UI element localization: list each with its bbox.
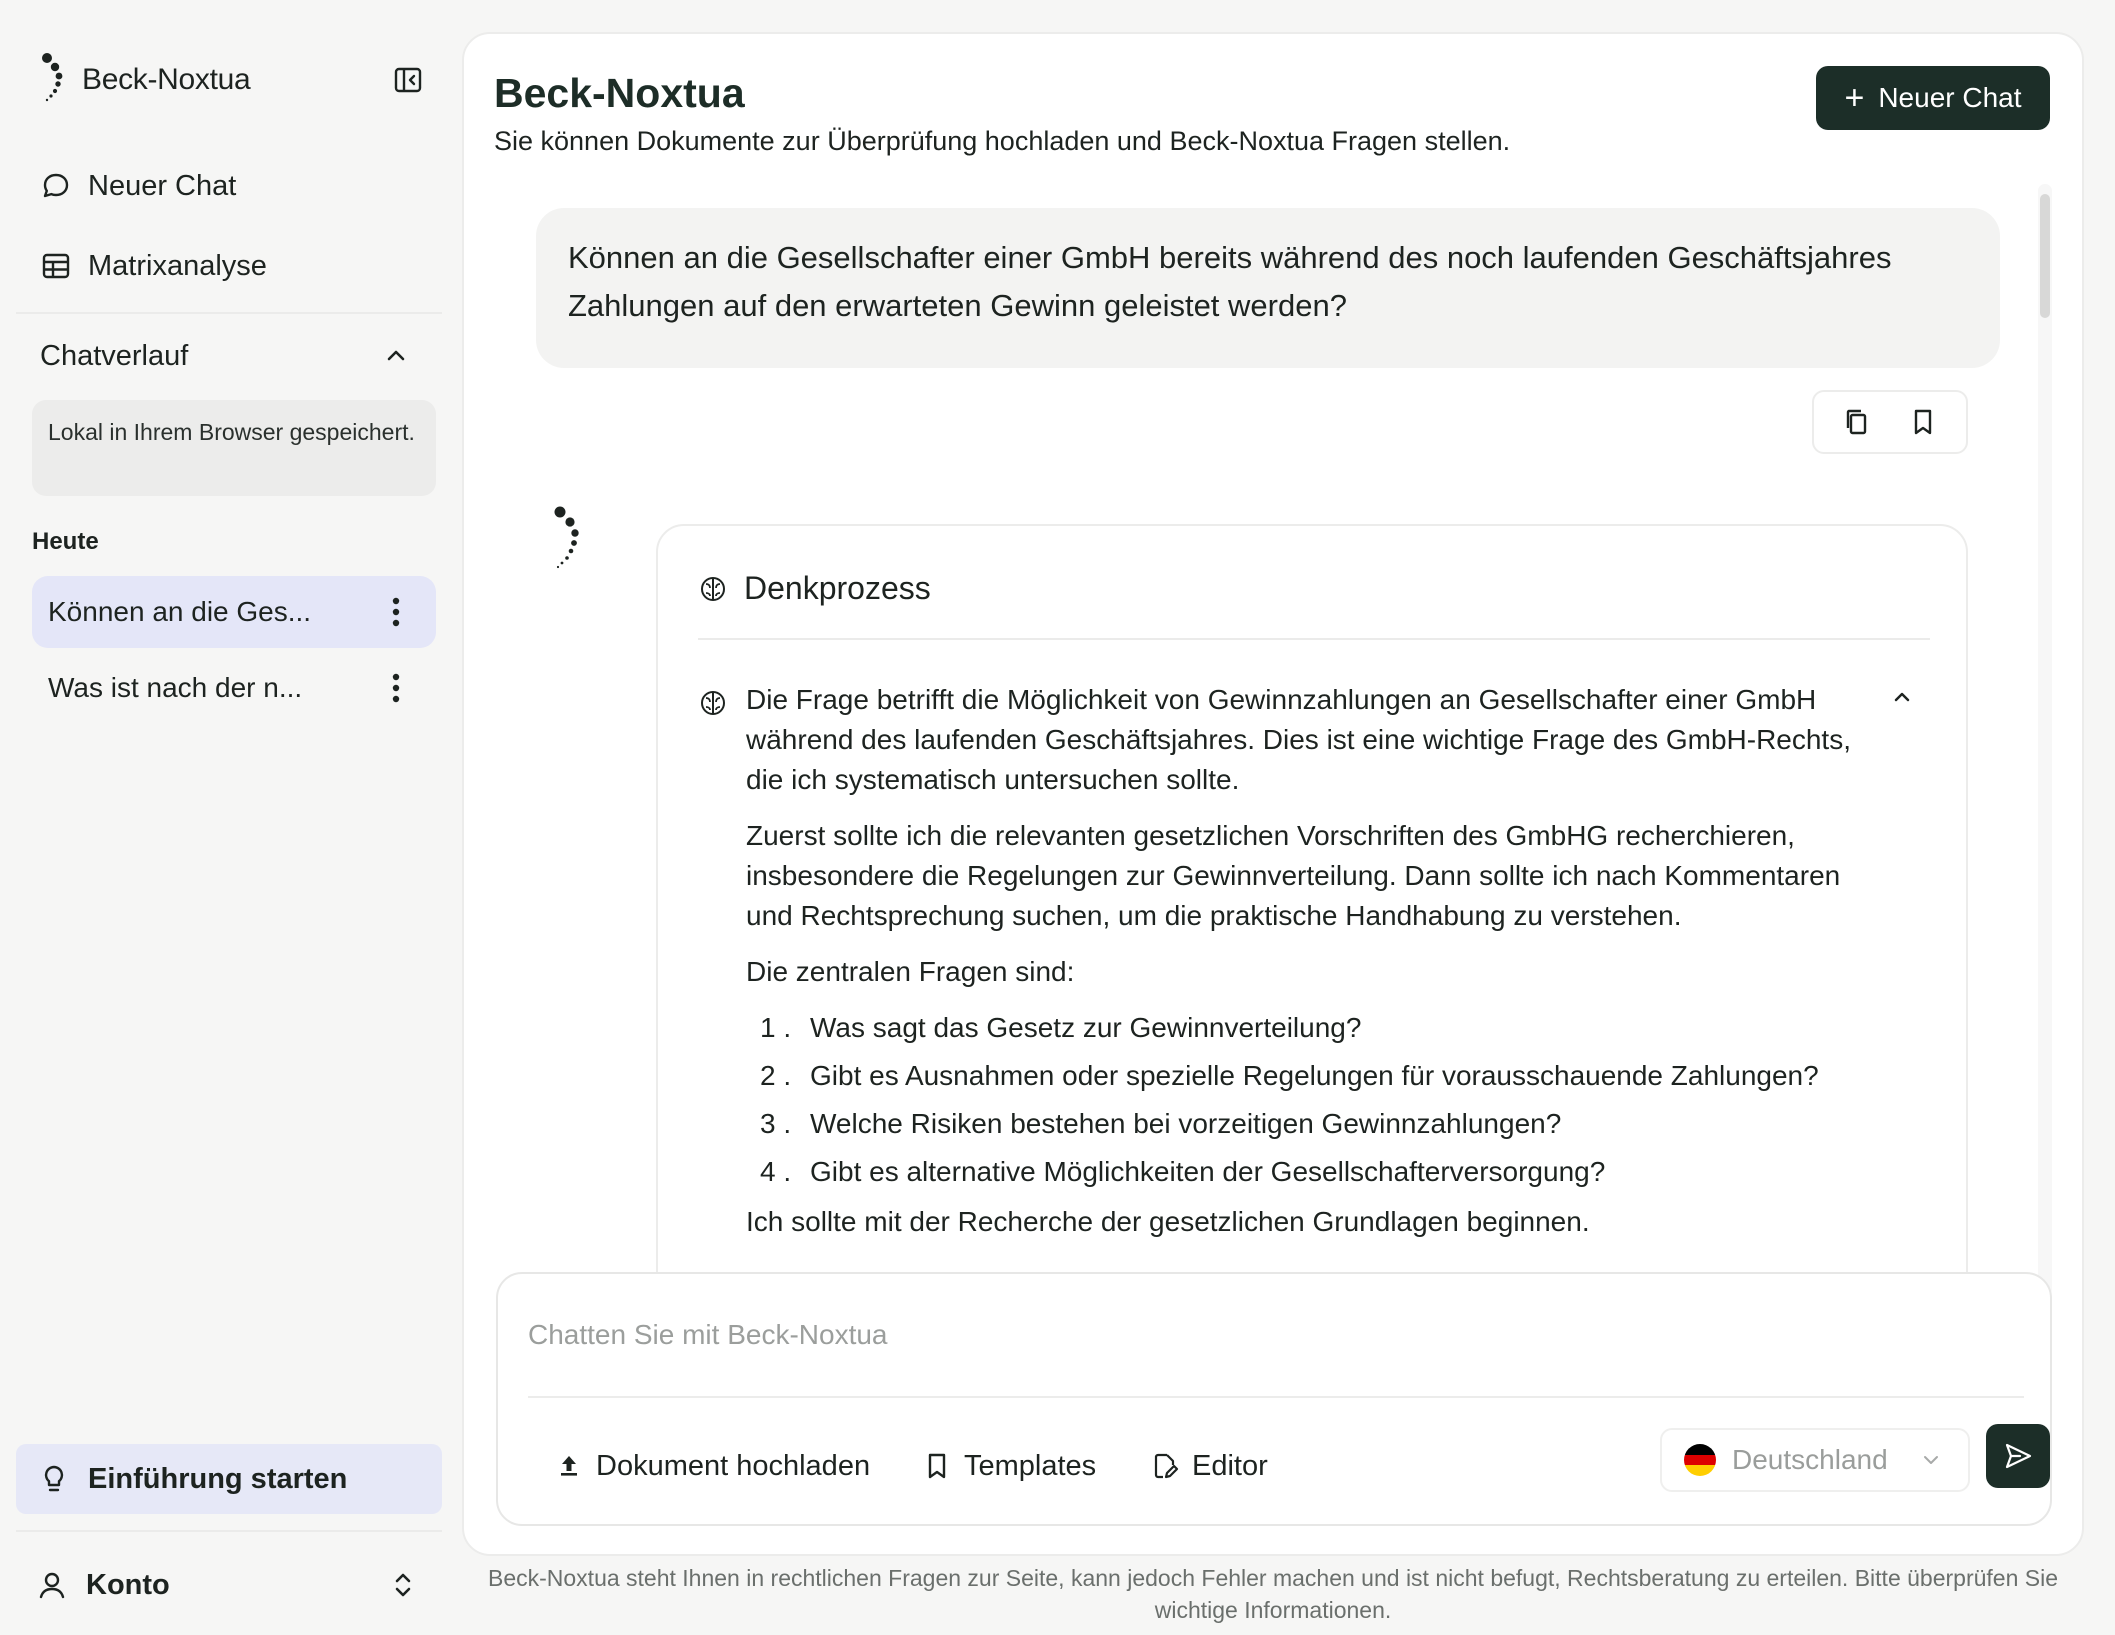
disclaimer-text: Beck-Noxtua steht Ihnen in rechtlichen Fragen zur Seite, kann jedoch Fehler machen und ist nicht befugt, Rechtsberatung zu erteilen. Bitte überprüfen Sie wichtige Informationen. — [487, 1565, 2059, 1623]
upload-document-button[interactable] — [554, 1438, 870, 1494]
conversation — [464, 184, 2086, 1300]
thinking-paragraph: Die Frage betrifft die Möglichkeit von Gewinnzahlungen an Gesellschafter einer GmbH während des laufenden Geschäftsjahres. Dies ist eine wichtige Frage des GmbH-Rechts, die ich systematisch untersuchen sollte. — [746, 684, 1851, 795]
list-number: 4 . — [760, 1156, 792, 1187]
sidebar-item-label: Neuer Chat — [88, 169, 237, 202]
brand-logo[interactable] — [40, 50, 270, 110]
start-intro-button[interactable] — [16, 1444, 442, 1514]
assistant-avatar-icon — [552, 506, 588, 574]
local-storage-note: Lokal in Ihrem Browser gespeichert. — [32, 400, 436, 496]
chat-composer — [496, 1272, 2052, 1526]
editor-label: Editor — [1192, 1449, 1268, 1482]
list-item — [746, 1104, 1886, 1144]
list-item — [746, 1056, 1886, 1096]
send-icon — [2002, 1440, 2034, 1472]
history-item[interactable] — [32, 576, 436, 648]
sidebar-item-new-chat[interactable] — [24, 156, 434, 216]
main-panel — [462, 32, 2084, 1556]
collapse-chevron-up-icon[interactable] — [1888, 684, 1916, 712]
chat-input[interactable] — [528, 1310, 2008, 1360]
thinking-header[interactable] — [698, 570, 931, 607]
chat-history-label: Chatverlauf — [40, 339, 189, 372]
thinking-paragraph: Ich sollte mit der Recherche der gesetzlichen Grundlagen beginnen. — [746, 1206, 1590, 1237]
thinking-text — [746, 680, 1886, 1242]
copy-icon[interactable] — [1841, 406, 1873, 438]
account-label: Konto — [86, 1568, 170, 1601]
more-options-icon[interactable] — [392, 673, 400, 703]
lightbulb-icon — [38, 1463, 70, 1495]
brain-icon — [698, 574, 728, 604]
templates-label: Templates — [964, 1449, 1097, 1482]
list-text: Gibt es alternative Möglichkeiten der Gesellschafterversorgung? — [810, 1156, 1606, 1187]
history-item[interactable] — [32, 652, 436, 724]
bookmark-icon — [922, 1451, 952, 1481]
upload-icon — [554, 1451, 584, 1481]
thinking-question-list — [746, 1008, 1886, 1192]
editor-button[interactable] — [1150, 1438, 1268, 1494]
sidebar-divider — [16, 312, 442, 314]
history-section-today: Heute — [32, 528, 99, 555]
page-subtitle: Sie können Dokumente zur Überprüfung hochladen und Beck-Noxtua Fragen stellen. — [494, 126, 1511, 156]
list-text: Welche Risiken bestehen bei vorzeitigen Gewinnzahlungen? — [810, 1108, 1562, 1139]
templates-button[interactable] — [922, 1438, 1096, 1494]
new-chat-button[interactable] — [1816, 66, 2050, 130]
account-menu[interactable] — [16, 1550, 442, 1620]
new-chat-label: Neuer Chat — [1878, 82, 2022, 113]
jurisdiction-select[interactable] — [1660, 1428, 1970, 1492]
sidebar-divider — [16, 1530, 442, 1532]
user-icon — [36, 1569, 68, 1601]
chevron-down-icon — [1920, 1449, 1942, 1471]
thinking-divider — [698, 638, 1930, 640]
germany-flag-icon — [1684, 1444, 1716, 1476]
brand-name: Beck-Noxtua — [82, 63, 251, 96]
list-text: Gibt es Ausnahmen oder spezielle Regelungen für vorausschauende Zahlungen? — [810, 1060, 1819, 1091]
bookmark-icon[interactable] — [1907, 406, 1939, 438]
plus-icon: + — [1844, 79, 1865, 117]
chevron-up-icon — [382, 342, 410, 370]
sidebar-item-matrixanalyse[interactable] — [24, 236, 434, 296]
collapse-sidebar-button[interactable] — [388, 60, 428, 100]
history-item-label: Was ist nach der n... — [48, 672, 303, 703]
brain-icon — [698, 688, 728, 718]
thinking-body — [698, 680, 1930, 1258]
upload-document-label: Dokument hochladen — [596, 1449, 871, 1482]
start-intro-label: Einführung starten — [88, 1462, 348, 1495]
send-button[interactable] — [1986, 1424, 2050, 1488]
composer-divider — [528, 1396, 2024, 1398]
sidebar — [0, 0, 452, 1635]
history-item-label: Können an die Ges... — [48, 596, 312, 627]
list-item — [746, 1008, 1886, 1048]
list-number: 3 . — [760, 1108, 792, 1139]
document-edit-icon — [1150, 1451, 1180, 1481]
thinking-heading: Denkprozess — [744, 570, 931, 606]
list-item — [746, 1152, 1886, 1192]
page-title: Beck-Noxtua — [494, 70, 745, 116]
list-number: 1 . — [760, 1012, 792, 1043]
message-actions — [1812, 390, 1968, 454]
sidebar-item-label: Matrixanalyse — [88, 249, 267, 282]
list-number: 2 . — [760, 1060, 792, 1091]
brand-mark-icon — [40, 52, 76, 108]
chevron-up-down-icon — [390, 1570, 416, 1600]
more-options-icon[interactable] — [392, 597, 400, 627]
table-grid-icon — [40, 250, 72, 282]
list-text: Was sagt das Gesetz zur Gewinnverteilung? — [810, 1012, 1362, 1043]
jurisdiction-value: Deutschland — [1732, 1444, 1888, 1475]
chat-history-toggle[interactable] — [24, 326, 434, 386]
thinking-paragraph: Die zentralen Fragen sind: — [746, 956, 1075, 987]
thinking-process-card — [656, 524, 1968, 1300]
user-message: Können an die Gesellschafter einer GmbH bereits während des noch laufenden Geschäftsjahres Zahlungen auf den erwarteten Gewinn geleistet werden? — [536, 208, 2000, 368]
thinking-paragraph: Zuerst sollte ich die relevanten gesetzlichen Vorschriften des GmbHG recherchieren, insbesondere die Regelungen zur Gewinnverteilung. Dann sollte ich nach Kommentaren und Rechtsprechung suchen, um die praktische Handhabung zu verstehen. — [746, 820, 1841, 931]
chat-bubble-icon — [40, 170, 72, 202]
sidebar-toggle-icon — [392, 64, 424, 96]
